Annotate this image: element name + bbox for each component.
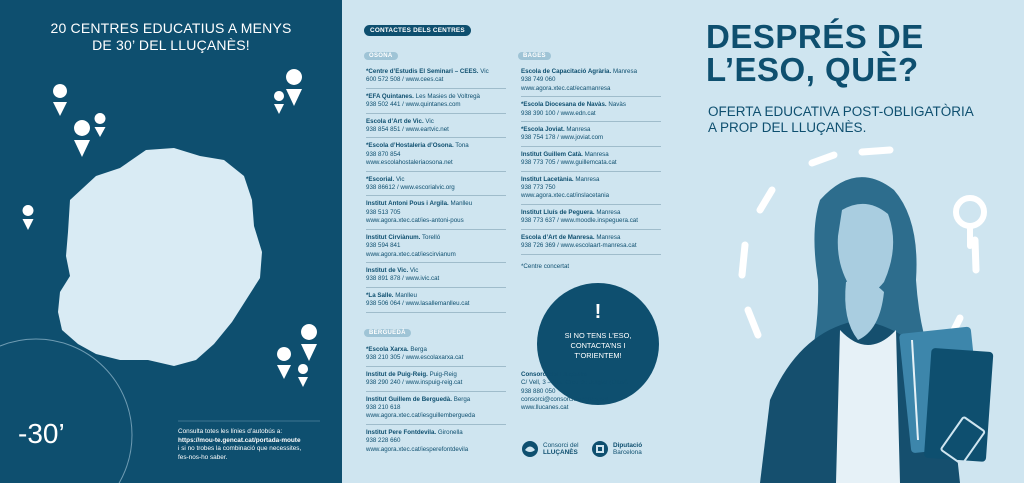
consorci-logo-line1: Consorci del [543,441,579,449]
minutes-label: -30’ [18,418,65,449]
centre-name: *Centre d’Estudis El Seminari – CEES. [366,68,479,75]
map-title-line1: 20 CENTRES EDUCATIUS A MENYS [50,20,292,36]
centre-contact-line2: 938 502 441 / www.quintanes.com [366,101,461,109]
centre-name: Institut Pere Fontdevila. [366,428,437,436]
consorci-logo-line2: LLUÇANÈS [543,449,578,456]
concertat-note: *Centre concertat [521,263,570,270]
centre-contact-line2: 938 773 750 [521,184,556,192]
consorci-address: C/ Vell, 3 – Sta. Creu de Jutglar (Olost) [521,379,628,387]
contacts-header: CONTACTES DELS CENTRES [364,25,471,36]
centre-contact-line3: www.agora.xtec.cat/ecamanresa [521,84,611,92]
centre-contact-line2: 938 749 060 [521,76,556,84]
cover-title [706,20,924,86]
centre-contact-line3: www.agora.xtec.cat/iescirvianum [366,250,456,258]
centre-town: Torelló [421,233,441,241]
centre-name: *Escola Xarxa. [366,346,409,353]
centre-town: Manresa [575,175,600,183]
centre-contact-line2: 938 506 064 / www.lasallemanlleu.cat [366,300,470,308]
centre-town: Manresa [596,208,621,216]
bus-note-line3: fes-nos-ho saber. [178,453,228,461]
centre-contact-line2: 938 854 851 / www.eartvic.net [366,126,449,134]
centre-contact-line2: 600 572 508 / www.cees.cat [366,76,444,84]
bus-lines-link[interactable]: https://mou-te.gencat.cat/portada-moute [178,436,301,444]
centre-contact-line2: 938 228 660 [366,437,401,445]
consorci-web[interactable]: www.llucanes.cat [521,404,569,412]
centre-name: *La Salle. [366,291,394,299]
centre-town: Vic [395,175,405,183]
centre-town: Manlleu [450,200,473,208]
centre-name: *Escola Joviat. [521,126,565,134]
centre-contact-line2: 938 726 369 / www.escolaart-manresa.cat [521,242,637,250]
centre-town: Les Masies de Voltregà [415,92,480,100]
cover-subtitle [708,104,974,136]
centre-town: Puig-Reig [429,370,457,378]
centre-contact-line3: www.agora.xtec.cat/inslacetania [521,192,610,200]
region-label-bergueda: BERGUEDÀ [364,329,411,337]
magnifier-icon [956,198,984,246]
centre-contact-line3: www.agora.xtec.cat/iesguillembergueda [366,412,476,420]
notebooks [899,326,993,464]
centre-town: Vic [425,117,434,125]
centre-name: Institut Lacetània. [521,175,574,183]
centre-town: Manresa [566,126,591,134]
centre-contact-line2: 938 773 637 / www.moodle.inspeguera.cat [521,217,638,225]
centre-contact-line3: www.escolahostaleriaosona.net [366,159,453,167]
consorci-name: Consorci del Lluçanès [521,371,588,378]
orient-line3: T’ORIENTEM! [574,350,622,360]
centre-name: Escola de Capacitació Agrària. [521,68,612,75]
exclamation-icon: ! [594,301,602,323]
centre-contact-line2: 938 390 100 / www.edn.cat [521,109,596,117]
centre-town: Vic [480,68,489,75]
centre-name: Institut Lluís de Peguera. [521,208,595,216]
orient-line1: SI NO TENS L’ESO, [564,331,632,340]
centre-name: Institut de Puig-Reig. [366,370,428,378]
centre-contact-line2: 938 754 178 / www.joviat.com [521,134,604,142]
centre-name: Institut Cirviànum. [366,233,421,241]
centre-contact-line2: 938 513 705 [366,208,401,216]
consorci-email[interactable]: consorci@consorci.llucanes.cat [521,395,608,403]
centre-name: Institut Guillem Catà. [521,150,583,158]
centre-name: *EFA Quintanes. [366,92,414,100]
centre-town: Vic [409,266,419,274]
bus-note-line1: Consulta totes les línies d’autobús a: [178,428,283,435]
centre-town: Manlleu [395,291,417,299]
centre-town: Berga [410,346,427,353]
region-label-osona: OSONA [364,52,398,60]
centre-contact-line2: 938 891 878 / www.ivic.cat [366,275,440,283]
centre-town: Berga [453,395,471,403]
orient-line2: CONTACTA’NS I [570,340,626,350]
diputacio-logo-line1: Diputació [613,441,643,449]
centre-contact-line2: 938 210 618 [366,404,401,412]
centre-town: Manresa [584,150,609,158]
bus-note-line2: i si no trobes la combinació que necessites, [178,445,302,453]
centre-contact-line2: 938 86612 / www.escorialvic.org [366,184,455,192]
centre-town: Navàs [608,101,626,109]
consorci-phone: 938 880 050 [521,387,556,395]
centre-contact-line3: www.agora.xtec.cat/iesperefontdevila [366,445,469,453]
centre-contact-line3: www.agora.xtec.cat/ies-antoni-pous [366,217,464,225]
cover-title-line1: DESPRÉS DE [706,18,924,55]
centre-contact-line2: 938 210 305 / www.escolaxarxa.cat [366,354,464,362]
cover-subtitle-line2: A PROP DEL LLUÇANÈS. [708,120,867,135]
diputacio-logo-line2: Barcelona [613,449,642,456]
map-title-line2: DE 30’ DEL LLUÇANÈS! [92,37,250,53]
centre-name: Escola d’Art de Vic. [366,117,424,125]
cover-subtitle-line1: OFERTA EDUCATIVA POST-OBLIGATÒRIA [708,104,974,119]
centre-contact-line2: 938 870 854 [366,150,401,158]
cover-title-line2: L’ESO, QUÈ? [706,51,919,88]
centre-town: Gironella [437,428,463,436]
centre-name: Institut Guillem de Berguedà. [366,395,452,403]
centre-name: Institut Antoni Pous i Argila. [366,200,449,208]
centre-name: *Escola Diocesana de Navàs. [521,101,607,109]
centre-name: *Escola d’Hostaleria d’Osona. [366,142,454,150]
centre-name: Escola d’Art de Manresa. [521,233,595,241]
student-shirt [836,330,900,483]
centre-contact-line2: 938 290 240 / www.inspuig-reig.cat [366,379,463,387]
centre-contact-line2: 938 594 841 [366,242,401,250]
centre-town: Manresa [596,233,621,241]
centre-name: *Escorial. [366,175,395,183]
centre-contact-line2: 938 773 705 / www.guillemcata.cat [521,159,617,167]
centre-town: Manresa [612,68,638,75]
region-label-bages: BAGES [518,52,551,60]
centre-town: Tona [455,142,469,150]
centre-name: Institut de Vic. [366,266,409,274]
